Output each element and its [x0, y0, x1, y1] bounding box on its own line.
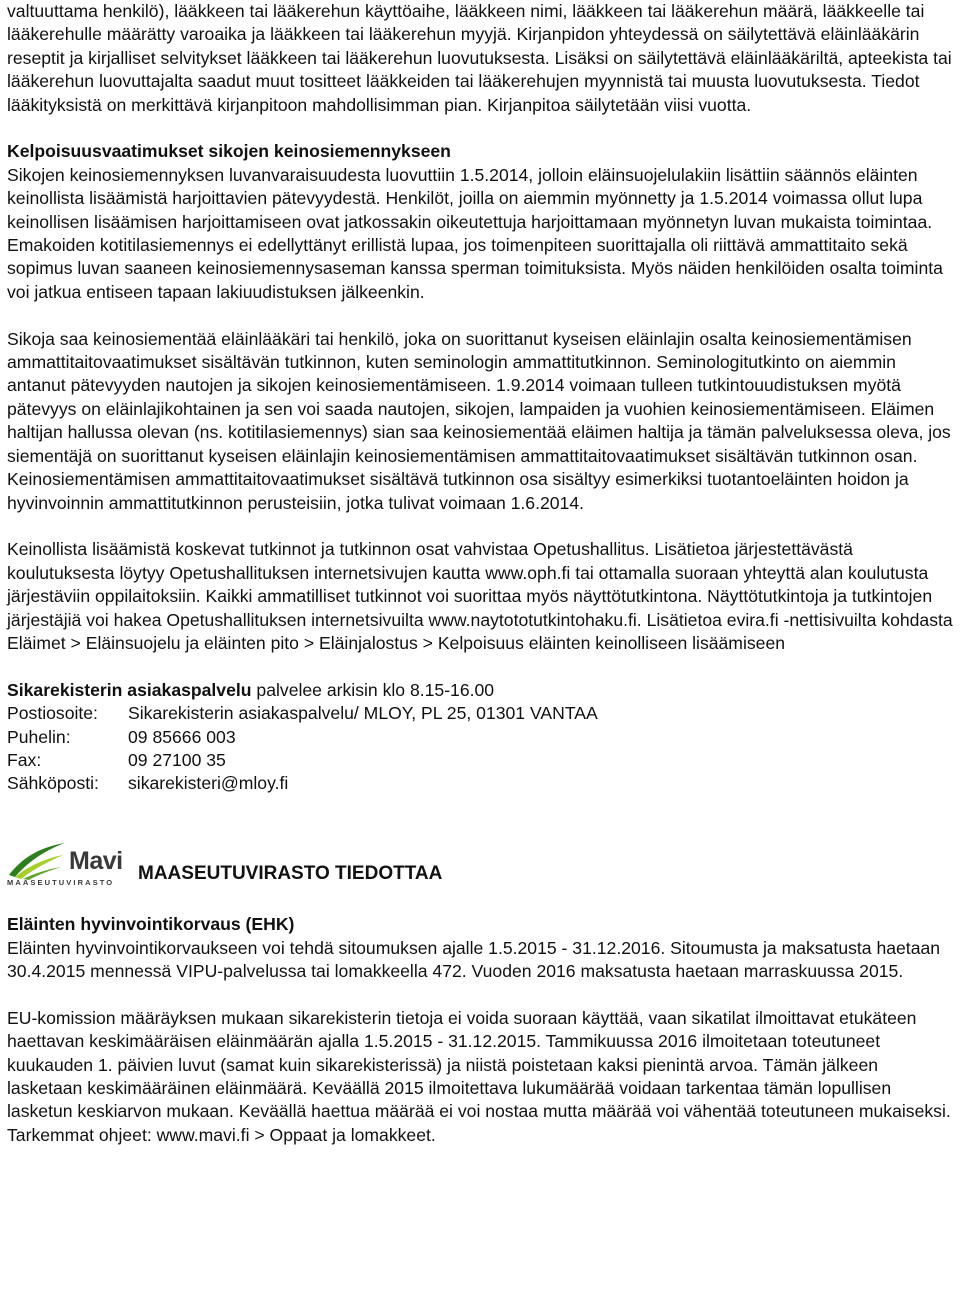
section-heading-ehk: Eläinten hyvinvointikorvaus (EHK)	[7, 914, 295, 935]
contact-label: Fax:	[7, 749, 42, 770]
ehk-paragraph-2: EU-komission määräyksen mukaan sikarekisterin tietoja ei voida suoraan käyttää, vaan sikatilat ilmoittavat etukäteen haettavan keskimääräisen eläinmäärän ajalla 1.5.2015 - 31.12.2015. Tammikuussa 2016 ilmoitetaan toteutuneet kuukauden 1. päivien luvut (samat kuin sikarekisterissä) ja niistä poistetaan kaksi pienintä arvoa. Tämän jälkeen lasketaan keskimääräinen eläinmäärä. Keväällä 2015 ilmoitettava lukumäärää voidaan tarkentaa tämän lopullisen lasketun keskiarvon mukaan. Keväällä haettua määrää ei voi nostaa mutta määrää voi vähentää toteutuneen mukaiseksi. Tarkemmat ohjeet: www.mavi.fi > Oppaat ja lomakkeet.	[7, 1007, 951, 1145]
contact-label: Postiosoite:	[7, 703, 98, 724]
contact-row-address	[7, 702, 955, 725]
contact-row-phone	[7, 726, 955, 749]
logo-tagline: MAASEUTUVIRASTO	[7, 878, 115, 888]
contact-value: 09 85666 003	[128, 726, 236, 747]
ehk-section	[7, 913, 955, 1147]
contact-intro	[7, 679, 955, 702]
contact-value: 09 27100 35	[128, 749, 226, 770]
logo-wordmark: Mavi	[69, 847, 123, 876]
contact-row-fax	[7, 749, 955, 772]
contact-label: Puhelin:	[7, 726, 71, 747]
contact-service-name: Sikarekisterin asiakaspalvelu	[7, 679, 252, 700]
contact-value: sikarekisteri@mloy.fi	[128, 773, 289, 794]
mavi-header	[7, 831, 955, 891]
mavi-announcement-title: MAASEUTUVIRASTO TIEDOTTAA	[138, 862, 443, 884]
kelpoisuus-paragraph-3: Keinollista lisäämistä koskevat tutkinnot ja tutkinnon osat vahvistaa Opetushallitus. Lisätietoa järjestettävästä koulutuksesta löytyy Opetushallituksen internetsivujen kautta www.oph.fi tai ottamalla suoraan yhteyttä alan koulutusta järjestäviin oppilaitoksiin. Kaikki ammatilliset tutkinnot voi suorittaa myös näyttötutkintona. Näyttötutkintoja ja tutkintojen järjestäjiä voi hakea Opetushallituksen internetsivuilta www.naytototutkintohaku.fi. Lisätietoa evira.fi -nettisivuilta kohdasta Eläimet > Eläinsuojelu ja eläinten pito > Eläinjalostus > Kelpoisuus eläinten keinolliseen lisäämiseen	[7, 539, 953, 653]
intro-paragraph: valtuuttama henkilö), lääkkeen tai lääkerehun käyttöaihe, lääkkeen nimi, lääkkeen tai lääkerehun määrä, lääkkeelle tai lääkerehulle määrätty varoaika ja lääkkeen tai lääkerehun myyjä. Kirjanpidon yhteydessä on säilytettävä eläinlääkärin reseptit ja kirjalliset selvitykset lääkkeen tai lääkerehun luovutuksesta. Lisäksi on säilytettävä eläinlääkäriltä, apteekista tai lääkerehun luovuttajalta saadut muut tositteet lääkkeiden tai lääkerehujen myynnistä tai muusta luovutuksesta. Tiedot lääkityksistä on merkittävä kirjanpitoon mahdollisimman pian. Kirjanpitoa säilytetään viisi vuotta.	[7, 1, 952, 115]
contact-row-email	[7, 772, 955, 795]
contact-value: Sikarekisterin asiakaspalvelu/ MLOY, PL 25, 01301 VANTAA	[128, 703, 598, 724]
mavi-logo	[7, 839, 123, 891]
ehk-paragraph-1: Eläinten hyvinvointikorvaukseen voi tehdä sitoumuksen ajalle 1.5.2015 - 31.12.2016. Sitoumusta ja maksatusta haetaan 30.4.2015 mennessä VIPU-palvelussa tai lomakkeella 472. Vuoden 2016 maksatusta haetaan marraskuussa 2015.	[7, 937, 941, 981]
contact-hours: palvelee arkisin klo 8.15-16.00	[251, 679, 495, 700]
kelpoisuus-paragraph-2: Sikoja saa keinosiementää eläinlääkäri tai henkilö, joka on suorittanut kyseisen eläinlajin osalta keinosiementämisen ammattitaitovaatimukset sisältävän tutkinnon, kuten seminologin ammattitutkinnon. Seminologitutkinto on aiemmin antanut pätevyyden nautojen ja sikojen keinosiementämiseen. 1.9.2014 voimaan tulleen tutkintouudistuksen myötä pätevyys on eläinlajikohtainen ja sen voi saada nautojen, sikojen, lampaiden ja vuohien keinosiementämiseen. Eläimen haltijan hallussa olevan (ns. kotitilasiemennys) sian saa keinosiementää eläimen haltija ja tämän palveluksessa oleva, jos siementäjä on suorittanut kyseisen eläinlajin keinosiementämisen ammattitaitovaatimukset sisältävän tutkinnon osan. Keinosiementämisen ammattitaitovaatimukset sisältävä tutkinnon osa sisältyy esimerkiksi tuotantoeläinten hoidon ja hyvinvoinnin ammattitutkinnon perusteisiin, jotka tulivat voimaan 1.6.2014.	[7, 328, 951, 513]
contact-label: Sähköposti:	[7, 773, 99, 794]
kelpoisuus-paragraph-1: Sikojen keinosiemennyksen luvanvaraisuudesta luovuttiin 1.5.2014, jolloin eläinsuojelulakiin lisättiin säännös eläinten keinollista lisäämistä harjoittavien pätevyydestä. Henkilöt, joilla on aiemmin myönnetty ja 1.5.2014 voimassa ollut lupa keinollisen lisäämisen harjoittamiseen ovat jatkossakin oikeutettuja harjoittamaan myönnetyn luvan mukaista toimintaa. Emakoiden kotitilasiemennys ei edellyttänyt erillistä lupaa, jos toimenpiteen suorittajalla oli riittävä ammattitaito sekä sopimus luvan saaneen keinosiemennysaseman kanssa sperman toimituksista. Myös näiden henkilöiden osalta toiminta voi jatkua entiseen tapaan lakiuudistuksen jälkeenkin.	[7, 164, 943, 302]
section-heading-kelpoisuus: Kelpoisuusvaatimukset sikojen keinosiemennykseen	[7, 141, 451, 162]
document-page	[7, 0, 955, 1147]
